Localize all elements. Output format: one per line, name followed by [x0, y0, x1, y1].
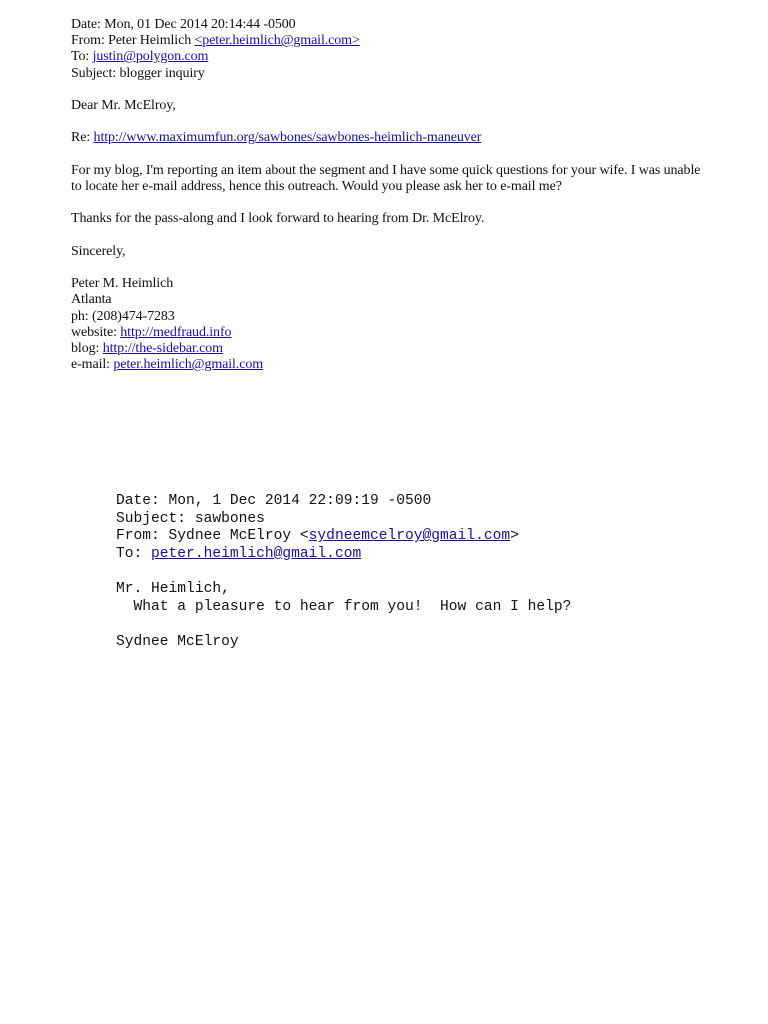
email1-to-link[interactable]: justin@polygon.com: [92, 49, 209, 65]
email2-from-suffix: >: [510, 528, 519, 545]
signature-blog-label: blog:: [71, 340, 103, 356]
signature-website: [71, 325, 711, 341]
signature-email: [71, 357, 711, 373]
email2-to-link[interactable]: peter.heimlich@gmail.com: [151, 545, 362, 562]
email1-body-paragraph-1: For my blog, I'm reporting an item about the segment and I have some quick questions for your wife. I was unable to locate her e-mail address, hence this outreach. Would you please ask her to e-mail me?: [71, 162, 701, 194]
signature-city: Atlanta: [71, 292, 112, 308]
signature-blog: [71, 341, 711, 357]
email1-from: [71, 33, 711, 49]
signature-blog-link[interactable]: http://the-sidebar.com: [102, 340, 223, 356]
email2-signature: Sydnee McElroy: [116, 633, 239, 650]
email2-from: [116, 528, 716, 546]
email1-re-link[interactable]: http://www.maximumfun.org/sawbones/sawbones-heimlich-maneuver: [93, 130, 482, 146]
signature-phone: ph: (208)474-7283: [71, 308, 175, 324]
email2-from-label: From: Sydnee McElroy <: [116, 528, 309, 545]
email2-body: What a pleasure to hear from you! How can I help?: [116, 598, 572, 615]
email1-greeting: Dear Mr. McElroy,: [71, 98, 176, 113]
first-email: [71, 17, 711, 373]
email2-to-label: To:: [116, 545, 152, 562]
signature-email-link[interactable]: peter.heimlich@gmail.com: [113, 357, 264, 373]
signature-website-label: website:: [71, 324, 121, 340]
email2-to: [116, 546, 716, 564]
reply-email: [116, 493, 716, 651]
email2-from-link[interactable]: sydneemcelroy@gmail.com: [308, 528, 511, 545]
email1-date: Date: Mon, 01 Dec 2014 20:14:44 -0500: [71, 17, 296, 32]
email1-re-label: Re:: [71, 130, 94, 146]
email2-subject: Subject: sawbones: [116, 510, 265, 527]
email2-date: Date: Mon, 1 Dec 2014 22:09:19 -0500: [116, 493, 432, 509]
signature-email-label: e-mail:: [71, 357, 114, 373]
email1-closing: Sincerely,: [71, 243, 126, 259]
signature-website-link[interactable]: http://medfraud.info: [120, 324, 232, 340]
email2-greeting: Mr. Heimlich,: [116, 580, 230, 597]
email1-from-link[interactable]: <peter.heimlich@gmail.com>: [194, 33, 360, 49]
email1-to: [71, 49, 711, 65]
email1-re: [71, 130, 711, 146]
email1-from-label: From: Peter Heimlich: [71, 33, 195, 49]
signature-name: Peter M. Heimlich: [71, 276, 174, 292]
email1-to-label: To:: [71, 49, 93, 65]
email1-subject: Subject: blogger inquiry: [71, 65, 205, 81]
email1-body-paragraph-2: Thanks for the pass-along and I look forward to hearing from Dr. McElroy.: [71, 211, 485, 227]
